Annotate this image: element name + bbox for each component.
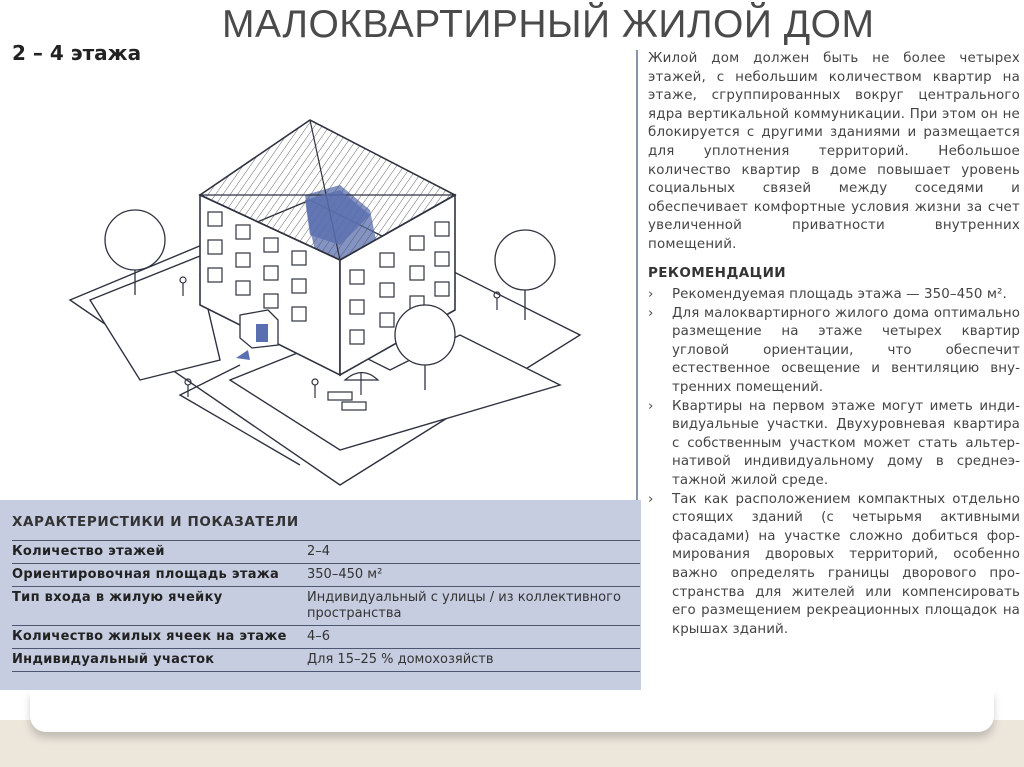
list-item: › Так как расположением компактных отдельно стоящих зданий (с четырьмя активными фасадами) на участке сложно добиться формирования дворовых территорий, особенно важно определять границы дворового пространства для жителей или компенсировать его размещением рекреационных площадок на крышах зданий. <box>648 491 1020 637</box>
row-label: Количество жилых ячеек на этаже <box>12 626 307 649</box>
recommendations-heading: РЕКОМЕНДАЦИИ <box>648 265 786 281</box>
characteristics-panel <box>0 500 641 690</box>
list-item: › Рекомендуемая площадь этажа — 350–450 м². <box>646 286 1020 305</box>
description-text: Жилой дом должен быть не более четырех этажей, с небольшим количеством квартир на этаже, сгруппированных вокруг центрального ядра вертикальной коммуникации. При этом он не блокируется с другими зданиями и размещается для уплотнения территорий. Небольшое количество квартир в доме повышает уровень социальных связей между соседями и обеспечивает комфортные условия жизни за счет увеличенной приватности внутренних помещений. <box>648 51 1020 252</box>
characteristics-heading: ХАРАКТЕРИСТИКИ И ПОКАЗАТЕЛИ <box>12 514 299 530</box>
bullet-chevron-icon: › <box>648 305 654 321</box>
row-value: 2–4 <box>307 541 640 564</box>
row-label: Индивидуальный участок <box>12 649 307 672</box>
table-row <box>12 541 640 564</box>
row-label: Ориентировочная площадь этажа <box>12 564 307 587</box>
table-row <box>12 587 640 626</box>
slide-frame-bottom <box>30 690 994 732</box>
floors-subtitle: 2 – 4 этажа <box>12 41 142 65</box>
bullet-chevron-icon: › <box>648 398 654 414</box>
row-label: Тип входа в жилую ячейку <box>12 587 307 626</box>
row-value: Для 15–25 % домохозяйств <box>307 649 640 672</box>
table-row <box>12 649 640 672</box>
characteristics-table <box>12 540 640 672</box>
list-item: › Для малоквартирного жилого дома оптимально размещение на этаже четырех квартир угловой ориентации, что обеспечит естественное освещение и вентиляцию внутренних помещений. <box>648 305 1020 395</box>
table-row <box>12 626 640 649</box>
recommendations-list <box>646 286 1020 639</box>
list-item: › Квартиры на первом этаже могут иметь индивидуальные участки. Двухуровневая квартира с собственным участком может стать альтернативой индивидуальному дому в среднеэтажной жилой среде. <box>648 398 1020 488</box>
row-value: Индивидуальный с улицы / из коллективного пространства <box>307 587 640 626</box>
building-illustration <box>40 110 620 495</box>
row-value: 4–6 <box>307 626 640 649</box>
row-label: Количество этажей <box>12 541 307 564</box>
table-row <box>12 564 640 587</box>
bullet-chevron-icon: › <box>648 491 654 507</box>
page-title: МАЛОКВАРТИРНЫЙ ЖИЛОЙ ДОМ <box>222 0 780 50</box>
column-divider <box>636 50 638 500</box>
bullet-chevron-icon: › <box>648 287 654 302</box>
row-value: 350–450 м² <box>307 564 640 587</box>
